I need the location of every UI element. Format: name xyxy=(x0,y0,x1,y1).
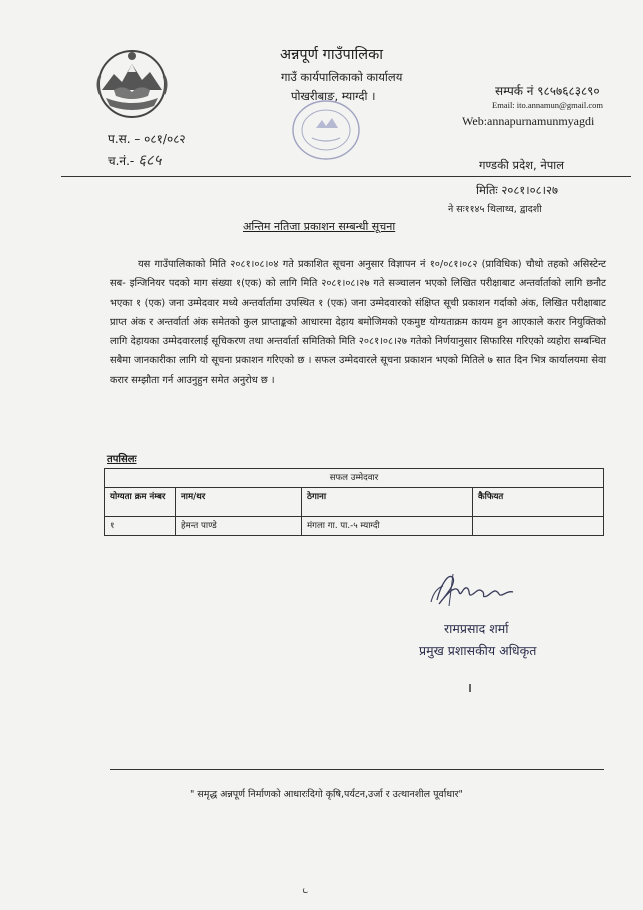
cell-rank: १ xyxy=(105,517,176,536)
chalani-number: ६८५ xyxy=(138,151,162,169)
office-name: अन्नपूर्ण गाउँपालिका xyxy=(280,47,384,63)
reference-chalani xyxy=(108,150,161,170)
cell-remarks xyxy=(473,517,604,536)
signer-title: प्रमुख प्रशासकीय अधिकृत xyxy=(419,643,537,658)
footer-divider xyxy=(110,769,604,770)
column-header-remarks: कैफियत xyxy=(473,488,604,517)
cell-address: मंगला गा. पा.-५ म्याग्दी xyxy=(302,517,473,536)
reference-ps: प.स. – ०८१/०८२ xyxy=(108,132,186,146)
stray-mark xyxy=(303,888,308,893)
contact-phone: सम्पर्क नं ९८५७६८३८९० xyxy=(495,84,600,98)
footer-motto: " समृद्ध अन्नपूर्ण निर्माणको आधारःदिगो कृषि,पर्यटन,उर्जा र उत्थानशील पूर्वाधार" xyxy=(190,789,463,800)
column-header-rank: योग्यता क्रम नंम्बर xyxy=(105,488,176,517)
signer-name: रामप्रसाद शर्मा xyxy=(444,621,509,636)
contact-email: Email: ito.annamun@gmail.com xyxy=(492,100,603,110)
nepal-emblem-icon xyxy=(92,46,172,122)
successful-candidate-table xyxy=(104,468,604,536)
notice-title: अन्तिम नतिजा प्रकाशन सम्बन्धी सूचना xyxy=(243,220,396,233)
contact-web: Web:annapurnamunmyagdi xyxy=(462,114,595,128)
column-header-name: नाम/थर xyxy=(176,488,302,517)
notice-body: यस गाउँपालिकाको मिति २०८१।०८।०४ गते प्रकाशित सूचना अनुसार विज्ञापन नं १०/०८१।०८२ (प्राविधिक) चौथो तहको असिस्टेन्ट सब- इन्जिनियर पदको माग संख्या १(एक) को लागि मिति २०८१।०८।२७ गते सञ्चालन भएको लिखित परीक्षाबाट अन्तर्वार्ताको लागि छनौट भएका १ (एक) जना उम्मेदवार मध्ये अन्तर्वार्तामा उपस्थित १ (एक) जना उम्मेदवारको संक्षिप्त सूची प्रकाशन गर्दाको अंक, लिखित परीक्षाबाट प्राप्त अंक र अन्तर्वार्ता अंक समेतको कुल प्राप्ताङ्कको आधारमा देहाय बमोजिमको एकमुष्ट योग्यताक्रम कायम हुन आएकाले करार नियुक्तिको लागि देहायका उम्मेदवारलाई सूचिकरण तथा अन्तर्वार्ता समितिको मिति २०८१।०८।२७ गतेको निर्णयानुसार सिफारिस गरिएको व्यहोरा सम्बन्धित सबैमा जानकारीका लागि यो सूचना प्रकाशन गरिएको छ । सफल उम्मेदवारले सूचना प्रकाशन भएको मितिले ७ सात दिन भित्र कार्यालयमा सेवा करार सम्झौता गर्न आउनुहुन समेत अनुरोध छ । xyxy=(110,259,606,386)
office-address: पोखरीबाङ, म्याग्दी । xyxy=(291,89,376,103)
date-bs: मितिः २०८१।०८।२७ xyxy=(476,183,558,197)
header-divider xyxy=(61,176,631,177)
column-header-address: ठेगाना xyxy=(302,488,473,517)
table-row xyxy=(105,517,604,536)
date-nepal-sambat: ने सः११४५ थिलाथ्व, द्वादशी xyxy=(448,204,542,215)
stray-mark xyxy=(469,684,471,692)
province: गण्डकी प्रदेश, नेपाल xyxy=(479,158,565,172)
office-subtitle: गाउँ कार्यपालिकाको कार्यालय xyxy=(281,70,403,84)
handwritten-signature xyxy=(423,566,533,610)
chalani-label: च.नं.- xyxy=(108,154,135,168)
annex-label: तपसिलः xyxy=(107,454,137,465)
office-seal-stamp-icon xyxy=(290,98,362,162)
table-caption: सफल उम्मेदवार xyxy=(105,469,604,488)
cell-name: हेमन्त पाण्डे xyxy=(176,517,302,536)
